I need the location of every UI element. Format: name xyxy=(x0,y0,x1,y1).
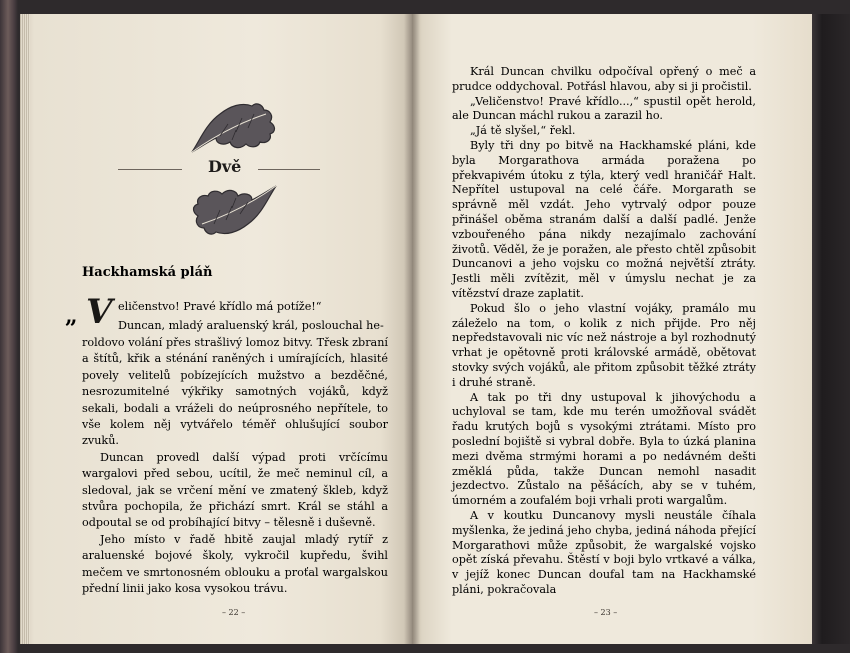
page-edge-lines xyxy=(20,14,30,644)
chapter-rule-left xyxy=(118,169,182,170)
paragraph: Král Duncan chvilku odpočíval opřený o meč a prudce oddychoval. Potřásl hlavou, aby si ji pročistil. xyxy=(452,65,756,93)
paragraph: A tak po tři dny ustupoval k jihovýchodu a uchyloval se tam, kde mu terén umožňoval svádět řadu krutých bojů s vysokými ztrátami. Místo pro poslední bojiště si vybral dobře. Byla to úzká planina mezi dvěma strmými horami a po nedávném dešti změklá půda, takže Duncan nemohl nasadit jezdectvo. Zůstalo na pěšácích, aby se v tuhém, úmorném a zoufalém boji vrhali proti wargalům. xyxy=(452,390,756,508)
section-title: Hackhamská pláň xyxy=(82,265,213,280)
paragraph: Pokud šlo o jeho vlastní vojáky, pramálo mu záleželo na tom, o kolik z nich přijde. Pro něj nepředstavovali nic víc než nástroje a byl rozhodnutý vrhat je opětovně proti královské armádě, obětovat stovky svých vojáků, ale přitom způsobit těžké ztráty i druhé straně. xyxy=(452,301,756,389)
paragraph: „Veličenstvo! Pravé křídlo...,“ spustil opět herold, ale Duncan máchl rukou a zarazil ho. xyxy=(452,94,756,123)
chapter-rule-right xyxy=(258,169,320,170)
left-body-text xyxy=(82,335,388,598)
paragraph: „Já tě slyšel,“ řekl. xyxy=(470,124,576,138)
oak-leaf-icon xyxy=(186,100,282,158)
left-first-line xyxy=(118,297,388,316)
page-number-right: – 23 – xyxy=(594,608,618,617)
book-gutter xyxy=(404,14,420,644)
paragraph: Duncan provedl další výpad proti vrčícímu wargalovi před sebou, ucítil, že meč neminul cíl, a sledoval, jak se vrčení mění ve zmatený škleb, když stvůra pochopila, že přichází smrt. Král se stáhl a odpoutal se od probíhající bitvy – tělesně i duševně. xyxy=(82,450,388,530)
book-cover-edge xyxy=(812,14,850,644)
paragraph: Byly tři dny po bitvě na Hackhamské pláni, kde byla Morgarathova armáda poražena po překvapivém útoku z týla, který vedl hraničář Halt. Nepřítel ustupoval na celé čáře. Morgarath se správně měl vzdát. Jeho vytrvalý odpor pouze přinášel oběma stranám další a další padlé. Jenže vzbouřeného pána nikdy nezajímalo zachování životů. Věděl, že je poražen, ale přesto chtěl způsobit Duncanovi a jeho vojsku co možná největší ztráty. Jestli měli zvítězit, měl v úmyslu nechat je za vítězství draze zaplatit. xyxy=(452,138,756,300)
page-number-left: – 22 – xyxy=(222,608,246,617)
chapter-title: Dvě xyxy=(208,157,242,176)
oak-leaf-icon xyxy=(186,180,282,238)
paragraph: eličenstvo! Pravé křídlo má potíže!“ xyxy=(118,300,322,313)
paragraph: A v koutku Duncanovy mysli neustále číhala myšlenka, že jediná jeho chyba, jediná náhoda přející Morgarathovi může způsobit, že wargalské vojsko opět získá převahu. Štěstí v boji bylo vrtkavé a válka, v jejíž konec Duncan doufal tam na Hackhamské pláni, pokračovala xyxy=(452,508,756,596)
dropcap-quote: „ xyxy=(65,303,76,329)
right-body-text xyxy=(452,65,756,598)
paragraph: Duncan, mladý araluenský král, poslouchal he- xyxy=(118,319,384,332)
paragraph: Jeho místo v řadě hbitě zaujal mladý rytíř z araluenské bojové školy, vykročil kupředu, švihl mečem ve smrtonosném oblouku a proťal wargalskou přední linii jako kosa vysokou trávu. xyxy=(82,532,388,596)
paragraph: roldovo volání přes strašlivý lomoz bitvy. Třesk zbraní a štítů, křik a sténání raněných i umírajících, hlasité povely velitelů pobízejících mužstvo a bezděčné, nesrozumitelné výkřiky samotných vojáků, když sekali, bodali a vráželi do neúprosného nepřítele, to vše kolem něj vytvářelo téměř ohlušující soubor zvuků. xyxy=(82,336,388,448)
left-second-line xyxy=(118,316,388,335)
dropcap-letter: V xyxy=(86,292,113,332)
